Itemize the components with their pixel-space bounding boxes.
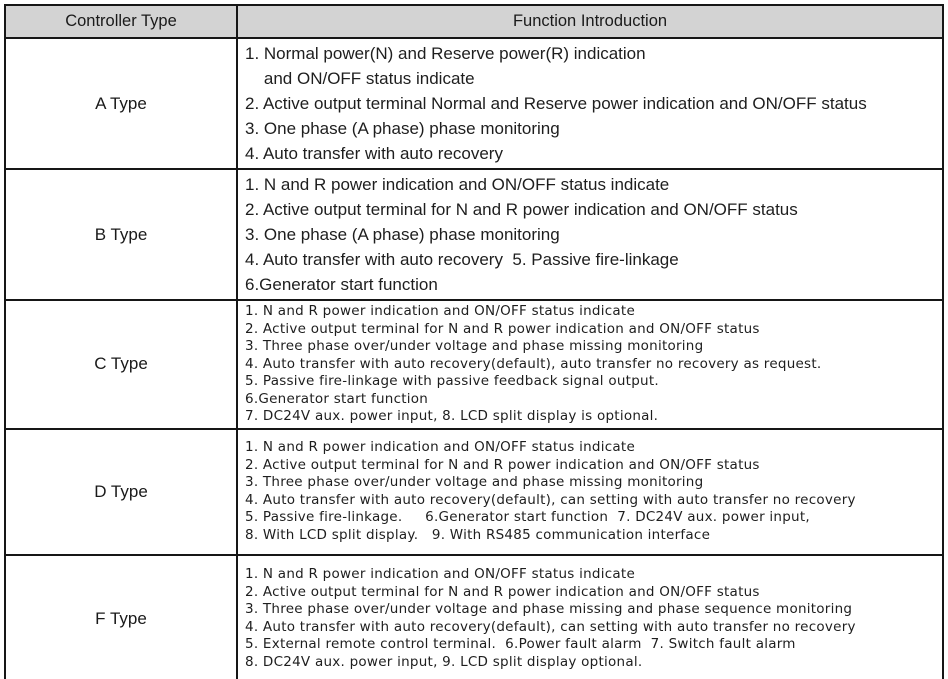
function-line: 3. Three phase over/under voltage and phase missing monitoring xyxy=(245,338,704,354)
function-line: 1. N and R power indication and ON/OFF status indicate xyxy=(245,566,636,582)
function-line: 5. External remote control terminal. 6.Power fault alarm 7. Switch fault alarm xyxy=(245,636,796,652)
function-line: 6.Generator start function xyxy=(245,275,438,294)
function-cell xyxy=(237,429,943,555)
function-line: 5. Passive fire-linkage with passive feedback signal output. xyxy=(245,373,659,389)
controller-function-table xyxy=(4,4,944,679)
function-line: 2. Active output terminal for N and R power indication and ON/OFF status xyxy=(245,456,760,473)
table-row xyxy=(5,555,943,679)
function-line: 2. Active output terminal Normal and Reserve power indication and ON/OFF status xyxy=(245,94,867,113)
function-line: 1. N and R power indication and ON/OFF status indicate xyxy=(245,303,636,319)
function-line: 2. Active output terminal for N and R power indication and ON/OFF status xyxy=(245,583,760,600)
header-row xyxy=(5,5,943,38)
controller-type-cell xyxy=(5,300,237,429)
function-line: 1. Normal power(N) and Reserve power(R) indication xyxy=(245,44,646,63)
controller-type-label: C Type xyxy=(94,354,148,374)
function-line: 3. Three phase over/under voltage and phase missing and phase sequence monitoring xyxy=(245,601,853,617)
table-header xyxy=(5,5,943,38)
table-row xyxy=(5,169,943,300)
function-line: 1. N and R power indication and ON/OFF status indicate xyxy=(245,439,636,455)
controller-type-label: B Type xyxy=(94,224,148,244)
controller-type-cell xyxy=(5,555,237,679)
function-line: 3. One phase (A phase) phase monitoring xyxy=(245,225,560,244)
function-cell xyxy=(237,300,943,429)
controller-type-label: F Type xyxy=(95,608,147,628)
function-line: 4. Auto transfer with auto recovery(default), can setting with auto transfer no recovery xyxy=(245,618,856,635)
controller-type-cell xyxy=(5,429,237,555)
table-body xyxy=(5,38,943,679)
function-line: 4. Auto transfer with auto recovery(default), auto transfer no recovery as request. xyxy=(245,355,822,372)
table-row xyxy=(5,300,943,429)
function-line: 8. DC24V aux. power input, 9. LCD split display optional. xyxy=(245,653,643,670)
table-row xyxy=(5,429,943,555)
header-controller-type: Controller Type xyxy=(5,5,237,38)
function-line: 5. Passive fire-linkage. 6.Generator start function 7. DC24V aux. power input, xyxy=(245,509,810,525)
function-line: 2. Active output terminal for N and R power indication and ON/OFF status xyxy=(245,200,798,219)
function-line: 1. N and R power indication and ON/OFF status indicate xyxy=(245,175,670,194)
function-cell xyxy=(237,555,943,679)
controller-type-label: D Type xyxy=(94,481,148,501)
function-line: 4. Auto transfer with auto recovery(default), can setting with auto transfer no recovery xyxy=(245,491,856,508)
function-line: 6.Generator start function xyxy=(245,390,429,407)
function-line: 4. Auto transfer with auto recovery 5. Passive fire-linkage xyxy=(245,250,679,269)
function-line: 7. DC24V aux. power input, 8. LCD split display is optional. xyxy=(245,408,659,424)
function-line: 3. One phase (A phase) phase monitoring xyxy=(245,119,560,138)
controller-type-cell xyxy=(5,38,237,169)
function-line: and ON/OFF status indicate xyxy=(245,69,475,88)
function-line: 8. With LCD split display. 9. With RS485 communication interface xyxy=(245,526,711,543)
function-cell xyxy=(237,169,943,300)
controller-type-label: A Type xyxy=(95,93,147,113)
controller-type-cell xyxy=(5,169,237,300)
function-line: 4. Auto transfer with auto recovery xyxy=(245,144,503,163)
function-cell xyxy=(237,38,943,169)
header-function-introduction: Function Introduction xyxy=(237,5,943,38)
function-line: 3. Three phase over/under voltage and phase missing monitoring xyxy=(245,474,704,490)
table-row xyxy=(5,38,943,169)
function-line: 2. Active output terminal for N and R power indication and ON/OFF status xyxy=(245,320,760,337)
